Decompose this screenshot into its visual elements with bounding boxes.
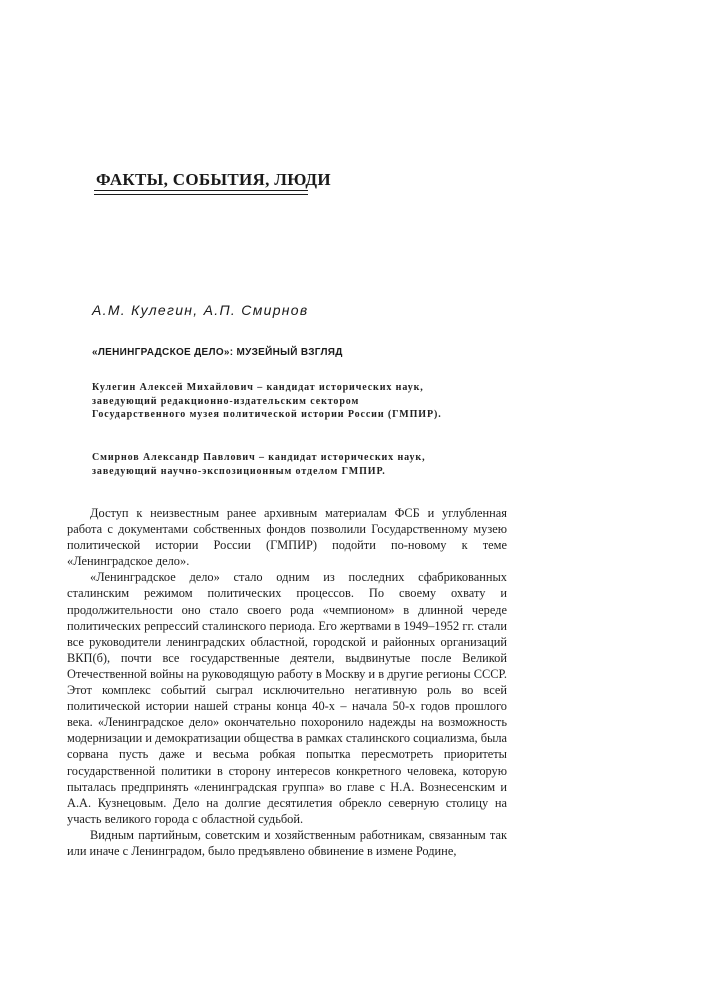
author-bio-smirnov [92, 451, 426, 478]
author-bio-line: Смирнов Александр Павлович – кандидат исторических наук, [92, 452, 426, 463]
section-heading-underline [94, 190, 308, 195]
author-bio-line: Государственного музея политической истории России (ГМПИР). [92, 409, 442, 421]
author-bio-kulegin [92, 381, 442, 422]
author-bio-line: заведующий научно-экспозиционным отделом ГМПИР. [92, 465, 386, 477]
author-bio-line: заведующий редакционно-издательским сектором [92, 395, 360, 407]
article-authors: А.М. Кулегин, А.П. Смирнов [92, 302, 309, 318]
article-title: «ЛЕНИНГРАДСКОЕ ДЕЛО»: МУЗЕЙНЫЙ ВЗГЛЯД [92, 347, 343, 358]
section-heading: ФАКТЫ, СОБЫТИЯ, ЛЮДИ [96, 170, 331, 189]
body-paragraph: Доступ к неизвестным ранее архивным материалам ФСБ и углубленная работа с документами собственных фондов позволили Государственному музею политической истории России (ГМПИР) подойти по-новому к теме «Ленинградское дело». [67, 506, 507, 569]
body-paragraph: Видным партийным, советским и хозяйственным работникам, связанным так или иначе с Ленинградом, было предъявлено обвинение в измене Родине, [67, 827, 507, 858]
author-bio-line: Кулегин Алексей Михайлович – кандидат исторических наук, [92, 382, 424, 393]
body-paragraph: «Ленинградское дело» стало одним из последних сфабрикованных сталинским режимом политических процессов. По своему охвату и продолжительности оно стало своего рода «чемпионом» в длинной череде политических репрессий сталинского периода. Его жертвами в 1949–1952 гг. стали все руководители ленинградских областной, городской и районных организаций ВКП(б), почти все государственные деятели, выдвинутые после Великой Отечественной войны на руководящую работу в Москву и в другие регионы СССР. Этот комплекс событий сыграл исключительно негативную роль во всей политической истории нашей страны конца 40-х – начала 50-х годов прошлого века. «Ленинградское дело» окончательно похоронило надежды на возможность модернизации и демократизации общества в рамках сталинского социализма, была сорвана пусть даже и весьма робкая попытка пересмотреть приоритеты государственной политики в сторону интересов конкретного человека, которую пыталась предпринять «ленинградская группа» во главе с Н.А. Вознесенским и А.А. Кузнецовым. Дело на долгие десятилетия обрекло северную столицу на участь великого города с областной судьбой. [67, 570, 508, 826]
article-body [67, 505, 507, 859]
